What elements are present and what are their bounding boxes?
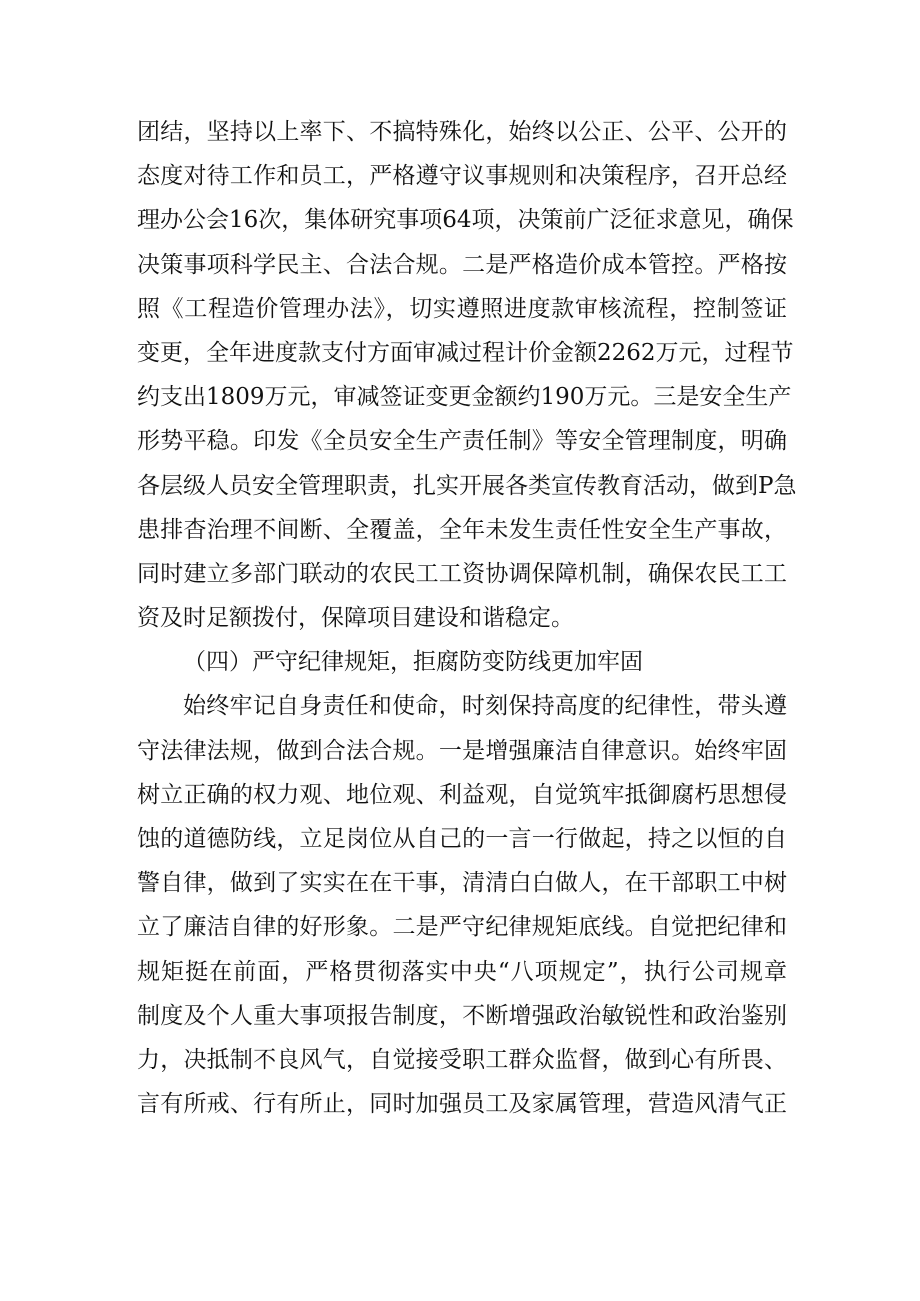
text-line: 制度及个人重大事项报告制度，不断增强政治敏锐性和政治鉴别 bbox=[137, 1002, 787, 1029]
section-heading: （四）严守纪律规矩，拒腐防变防线更加牢固 bbox=[183, 649, 643, 676]
text-line: 蚀的道德防线，立足岗位从自己的一言一行做起，持之以恒的自 bbox=[137, 826, 787, 852]
text-line: 警自律，做到了实实在在干事，清清白白做人，在干部职工中树 bbox=[137, 870, 787, 897]
text-line: 团结，坚持以上率下、不搞特殊化，始终以公正、公平、公开的 bbox=[137, 119, 787, 145]
paragraph-first-line: 始终牢记自身责任和使命，时刻保持高度的纪律性，带头遵 bbox=[183, 693, 787, 720]
text-line: 力，决抵制不良风气，自觉接受职工群众监督，做到心有所畏、 bbox=[137, 1046, 787, 1073]
text-line: 患排杳治理不间断、全覆盖，全年未发生责任性安全生产事故， bbox=[137, 516, 787, 543]
text-line: 规矩挺在前面，严格贯彻落实中央“八项规定”，执行公司规章 bbox=[137, 958, 787, 985]
text-line: 立了廉洁自律的好形象。二是严守纪律规矩底线。自觉把纪律和 bbox=[137, 914, 787, 941]
paragraph-end-line: 资及时足额拨付，保障项目建设和谐稳定。 bbox=[137, 605, 574, 632]
text-line: 形势平稳。印发《全员安全生产责任制》等安全管理制度，明确 bbox=[137, 428, 787, 455]
text-line: 理办公会16次，集体研究事项64项，决策前广泛征求意见，确保 bbox=[137, 207, 794, 234]
text-line: 变更，全年进度款支付方面审减过程计价金额2262万元，过程节 bbox=[137, 339, 794, 366]
text-line: 各层级人员安全管理职责，扎实开展各类宣传教育活动，做到P急 bbox=[137, 472, 797, 499]
text-line: 树立正确的权力观、地位观、利益观，自觉筑牢抵御腐朽思想侵 bbox=[137, 781, 787, 808]
text-line: 言有所戒、行有所止，同时加强员工及家属管理，营造风清气正 bbox=[137, 1091, 787, 1118]
document-body bbox=[137, 110, 797, 1126]
text-line: 约支出1809万元，审减签证变更金额约190万元。三是安全生产 bbox=[137, 384, 792, 411]
text-line: 守法律法规，做到合法合规。一是增强廉洁自律意识。始终牢固 bbox=[137, 737, 787, 764]
text-line: 同时建立多部门联动的农民工工资协调保障机制，确保农民工工 bbox=[137, 560, 787, 587]
text-line: 态度对待工作和员工，严格遵守议事规则和决策程序，召开总经 bbox=[137, 163, 787, 190]
text-line: 照《工程造价管理办法》，切实遵照进度款审核流程，控制签证 bbox=[137, 295, 787, 322]
text-line: 决策事项科学民主、合法合规。二是严格造价成本管控。严格按 bbox=[137, 251, 787, 278]
